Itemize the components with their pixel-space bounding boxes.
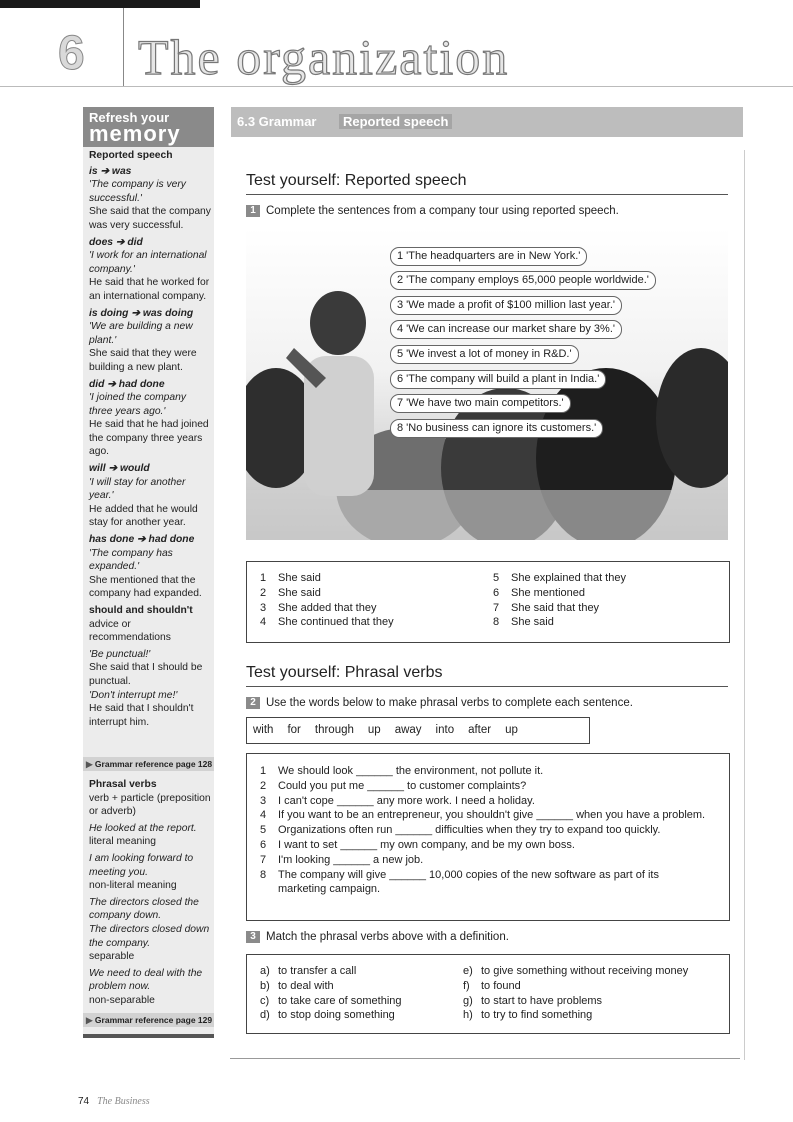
sidebar-report: He added that he would stay for another year. [89, 503, 198, 529]
list-item [260, 853, 710, 868]
sidebar-reported-speech [89, 149, 211, 729]
exercise-number: 3 [246, 931, 260, 943]
list-item [260, 615, 394, 630]
word: away [394, 724, 422, 736]
sidebar-example: 'I will stay for another year.' [89, 476, 186, 502]
item-number: 2 [260, 586, 267, 599]
sidebar-rule: has done ➔ had done [89, 534, 195, 546]
item-text: to try to find something [481, 1009, 593, 1022]
section-label: 6.3 Grammar [237, 114, 317, 129]
item-number: 4 [260, 616, 267, 629]
item-number: 5 [493, 572, 500, 584]
item-number: 1 [260, 765, 267, 777]
sidebar-should-desc: advice or recommendations [89, 618, 171, 644]
list-item [463, 994, 688, 1009]
grammar-reference-label: Grammar reference page 129 [94, 1015, 213, 1025]
item-letter: d) [260, 1009, 270, 1022]
item-letter: e) [463, 965, 473, 977]
list-item [463, 964, 688, 979]
word: up [505, 724, 518, 736]
sidebar-bottom-rule [83, 1034, 214, 1038]
list-item [260, 964, 402, 979]
item-number: 4 [260, 809, 267, 822]
sidebar-example: 'I work for an international company.' [89, 250, 207, 275]
sidebar-rule: is ➔ was [89, 165, 132, 177]
list-item [260, 994, 402, 1009]
list-item [493, 571, 626, 586]
list-item [260, 808, 710, 823]
sidebar-example: The directors closed down the company. [89, 923, 210, 949]
sidebar-example: He looked at the report. [89, 822, 197, 834]
speech-bubble: 7 'We have two main competitors.' [390, 394, 571, 413]
item-number: 8 [493, 616, 500, 629]
sidebar-rule: will ➔ would [89, 463, 150, 475]
item-text: Could you put me ______ to customer complaints? [278, 779, 527, 792]
heading-phrasal-verbs: Test yourself: Phrasal verbs [246, 664, 443, 681]
list-item [260, 979, 402, 994]
sidebar-report: She said that the company was very successful. [89, 206, 211, 231]
section-bar [231, 107, 743, 137]
arrow-right-icon: ▶ [86, 759, 93, 769]
item-letter: c) [260, 994, 270, 1007]
sidebar-example: The directors closed the company down. [89, 896, 199, 922]
list-item [260, 571, 394, 586]
word: after [468, 724, 492, 736]
sidebar-phrasal-def: verb + particle (preposition or adverb) [89, 792, 211, 818]
speech-bubble: 8 'No business can ignore its customers.' [390, 419, 603, 438]
instruction-text: Match the phrasal verbs above with a definition. [266, 931, 509, 944]
item-number: 3 [260, 794, 267, 807]
section-topic: Reported speech [339, 114, 452, 129]
sidebar-title-line1: Refresh your [89, 110, 170, 125]
top-rule [0, 0, 200, 8]
item-letter: b) [260, 979, 270, 992]
sidebar-report: She said that I should be punctual. [89, 662, 203, 687]
sidebar-report: He said that I shouldn't interrupt him. [89, 703, 194, 728]
definition-box [246, 954, 730, 1034]
heading-rule [246, 194, 728, 195]
header-rule [0, 86, 793, 87]
speech-bubble: 6 'The company will build a plant in India.' [390, 370, 606, 389]
heading-rule [246, 686, 728, 687]
list-item [260, 586, 394, 601]
word: through [314, 724, 354, 736]
list-item [260, 764, 710, 779]
speech-bubble: 5 'We invest a lot of money in R&D.' [390, 345, 579, 364]
item-text: to take care of something [278, 994, 402, 1007]
word: up [367, 724, 381, 736]
speech-bubble: 4 'We can increase our market share by 3%.' [390, 320, 622, 339]
item-letter: g) [463, 994, 473, 1007]
item-number: 7 [493, 601, 500, 614]
answer-box-1 [246, 561, 730, 643]
sidebar-example: We need to deal with the problem now. [89, 967, 203, 993]
item-text: I'm looking ______ a new job. [278, 853, 424, 866]
list-item [493, 586, 626, 601]
instruction-text: Complete the sentences from a company tour using reported speech. [266, 205, 619, 218]
list-item [260, 1008, 402, 1023]
exercise-3-instruction [246, 931, 509, 943]
list-item [260, 823, 710, 838]
sidebar-heading: Reported speech [89, 150, 173, 161]
footer-rule [230, 1058, 740, 1059]
exercise-1-instruction [246, 205, 619, 217]
item-number: 8 [260, 868, 267, 881]
heading-reported-speech: Test yourself: Reported speech [246, 172, 467, 189]
item-letter: a) [260, 965, 270, 977]
page-number: 74 [78, 1096, 90, 1107]
item-text: I want to set ______ my own company, and be my own boss. [278, 838, 575, 851]
word: for [287, 724, 301, 736]
sidebar-rule: is doing ➔ was doing [89, 307, 194, 319]
item-number: 5 [260, 824, 267, 837]
item-text: to transfer a call [278, 965, 357, 977]
item-number: 3 [260, 601, 267, 614]
list-item [260, 779, 710, 794]
list-item [493, 615, 626, 630]
sidebar-report: He said that he had joined the company three years ago. [89, 419, 209, 458]
item-text: She said [511, 616, 554, 629]
exercise-number: 1 [246, 205, 260, 217]
sidebar-report: He said that he worked for an international company. [89, 277, 210, 302]
sidebar-report: She mentioned that the company had expanded. [89, 574, 202, 600]
item-text: Organizations often run ______ difficulties when they try to expand too quickly. [278, 824, 661, 837]
item-text: She said [278, 572, 321, 584]
sidebar-phrasal-verbs [89, 778, 211, 1008]
list-item [463, 979, 688, 994]
sidebar-example: 'I joined the company three years ago.' [89, 392, 186, 417]
sidebar-example: 'Be punctual!' [89, 648, 151, 660]
sidebar-title-box [83, 107, 214, 147]
exercise-number: 2 [246, 697, 260, 709]
item-text: She added that they [278, 601, 377, 614]
list-item [260, 868, 710, 898]
list-item [260, 838, 710, 853]
brand-name: The Business [97, 1096, 150, 1107]
item-number: 2 [260, 779, 267, 792]
item-text: She mentioned [511, 586, 585, 599]
item-text: to found [481, 979, 521, 992]
arrow-right-icon: ▶ [86, 1015, 93, 1025]
sidebar-example: I am looking forward to meeting you. [89, 852, 194, 878]
sidebar-note: non-separable [89, 994, 155, 1006]
item-text: The company will give ______ 10,000 copies of the new software as part of its marketing campaign. [278, 868, 659, 896]
list-item [463, 1008, 688, 1023]
list-item [493, 601, 626, 616]
item-number: 7 [260, 853, 267, 866]
sidebar-example: 'We are building a new plant.' [89, 321, 193, 346]
sidebar-rule: did ➔ had done [89, 378, 165, 390]
list-item [260, 794, 710, 809]
sidebar-should-heading: should and shouldn't [89, 605, 193, 616]
item-text: We should look ______ the environment, not pollute it. [278, 765, 544, 777]
grammar-reference-link[interactable] [83, 1013, 214, 1027]
word: into [435, 724, 455, 736]
answers-right [493, 571, 626, 630]
item-text: to deal with [278, 979, 334, 992]
item-letter: f) [463, 979, 470, 992]
sentence-box [246, 753, 730, 921]
sidebar-report: She said that they were building a new plant. [89, 348, 197, 373]
chapter-divider [123, 8, 124, 86]
definitions-right [463, 964, 688, 1023]
item-text: to give something without receiving money [481, 965, 689, 977]
answers-left [260, 571, 394, 630]
sentence-list [260, 764, 710, 897]
chapter-title: The organization [138, 29, 510, 85]
item-text: to stop doing something [278, 1009, 395, 1022]
grammar-reference-label: Grammar reference page 128 [94, 759, 213, 769]
sidebar-example: 'The company has expanded.' [89, 547, 173, 573]
sidebar-note: separable [89, 951, 135, 963]
sidebar-example: 'Don't interrupt me!' [89, 689, 178, 701]
item-number: 1 [260, 572, 267, 584]
sidebar-example: 'The company is very successful.' [89, 179, 186, 204]
list-item [260, 601, 394, 616]
page-footer [78, 1096, 150, 1107]
definitions-left [260, 964, 402, 1023]
right-border [744, 150, 745, 1060]
item-letter: h) [463, 1009, 473, 1022]
grammar-reference-link[interactable] [83, 757, 214, 771]
speech-bubble: 3 'We made a profit of $100 million last year.' [390, 296, 622, 315]
word: with [253, 724, 274, 736]
sidebar-note: non-literal meaning [89, 880, 177, 892]
speech-bubble: 1 'The headquarters are in New York.' [390, 247, 587, 266]
sidebar-note: literal meaning [89, 836, 156, 848]
sidebar-title-line2: memory [89, 121, 181, 146]
instruction-text: Use the words below to make phrasal verbs to complete each sentence. [266, 697, 633, 710]
item-number: 6 [260, 838, 267, 851]
item-text: She continued that they [278, 616, 394, 629]
item-text: If you want to be an entrepreneur, you shouldn't give ______ when you have a problem. [278, 809, 706, 822]
item-number: 6 [493, 586, 500, 599]
item-text: She said that they [511, 601, 600, 614]
item-text: I can't cope ______ any more work. I need a holiday. [278, 794, 535, 807]
chapter-number: 6 [58, 27, 85, 80]
sidebar-rule: does ➔ did [89, 236, 143, 248]
speech-bubble: 2 'The company employs 65,000 people worldwide.' [390, 271, 656, 290]
sidebar-heading: Phrasal verbs [89, 779, 157, 790]
word-box [246, 717, 590, 744]
item-text: She said [278, 586, 321, 599]
item-text: She explained that they [511, 572, 626, 584]
item-text: to start to have problems [481, 994, 603, 1007]
exercise-2-instruction [246, 697, 633, 709]
